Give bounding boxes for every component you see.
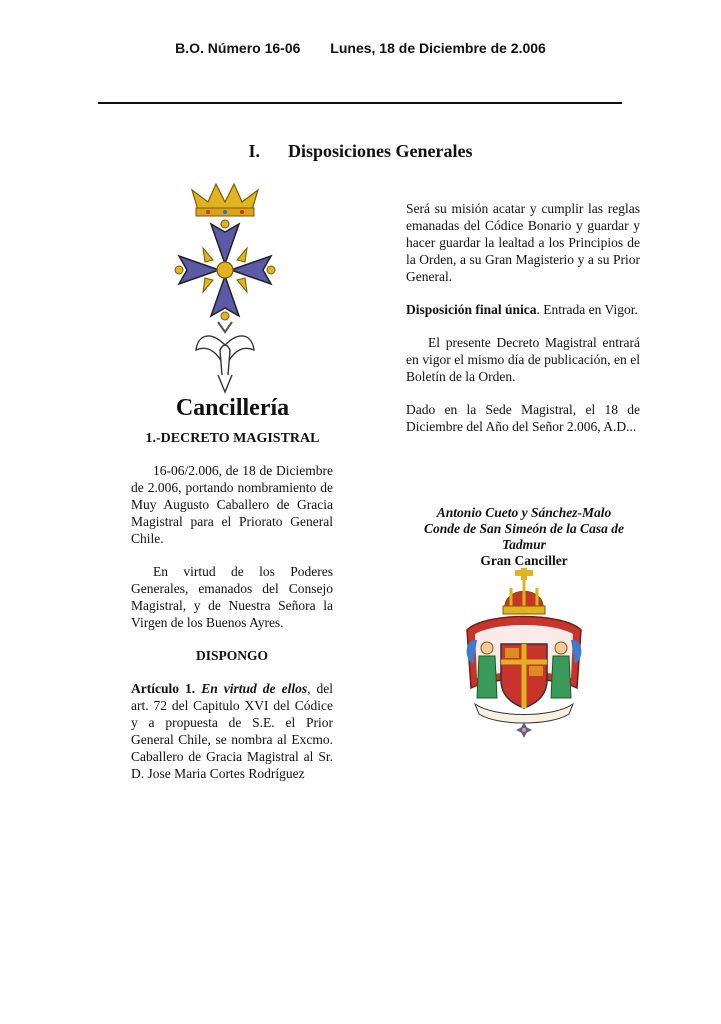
left-column — [131, 462, 333, 798]
coat-of-arms-icon — [455, 568, 593, 743]
right-column — [406, 200, 640, 451]
final-provision-label: Disposición final única — [406, 302, 537, 317]
shield-icon — [501, 644, 547, 708]
crowned-cross-dove-icon — [160, 180, 290, 395]
effect-paragraph: El presente Decreto Magistral entrará en vigor el mismo día de publicación, en el Boletín de la Orden. — [406, 335, 640, 384]
mission-paragraph: Será su misión acatar y cumplir las reglas emanadas del Códice Bonario y guardar y hacer guardar la lealtad a los Principios de la Orden, a su Gran Magisterio y a su Prior General. — [406, 201, 640, 284]
final-provision-text: . Entrada en Vigor. — [536, 302, 638, 317]
article-label: Artículo 1 — [131, 681, 192, 696]
bulletin-number: B.O. Número 16-06 — [175, 40, 301, 56]
signer-title: Conde de San Simeón de la Casa de Tadmur — [424, 521, 624, 552]
final-provision-paragraph — [406, 301, 640, 318]
article-italic: En virtud de ellos — [201, 681, 308, 696]
header-rule — [98, 102, 622, 104]
signature-block — [405, 505, 643, 569]
decree-title: 1.-DECRETO MAGISTRAL — [145, 431, 320, 446]
article-paragraph: Artículo 1. En virtud de ellos, del art. 72 del Capitulo XVI del Códice y a propuesta de S.E. el Prior General Chile, se nombra al Excmo. Caballero de Gracia Magistral al Sr. D. Jose Maria Cortes Rodríguez — [131, 681, 333, 781]
section-title-text: Disposiciones Generales — [288, 141, 473, 161]
crown-icon — [192, 184, 258, 216]
section-title — [0, 141, 721, 162]
section-number: I. — [248, 141, 260, 161]
given-paragraph: Dado en la Sede Magistral, el 18 de Diciembre del Año del Señor 2.006, A.D... — [406, 402, 640, 434]
dove-icon — [196, 336, 254, 392]
pendant-cross-icon — [516, 722, 532, 738]
signer-role: Gran Canciller — [480, 553, 568, 568]
bulletin-date: Lunes, 18 de Diciembre de 2.006 — [330, 40, 546, 56]
decree-paragraph: 16-06/2.006, de 18 de Diciembre de 2.006, portando nombramiento de Muy Augusto Caballero de Gracia Magistral para el Priorato General Chile. — [131, 463, 333, 546]
dispongo-heading: DISPONGO — [195, 648, 268, 663]
arms-crown-icon — [503, 568, 545, 614]
office-heading: Cancillería — [175, 395, 290, 421]
signer-name: Antonio Cueto y Sánchez-Malo — [436, 505, 612, 520]
page-header — [0, 40, 721, 56]
article-text: , del art. 72 del Capitulo XVI del Códice y a propuesta de S.E. el Prior General Chile, se nombra al Excmo. Caballero de Gracia Magistral al Sr. D. Jose Maria Cortes Rodríguez — [131, 681, 333, 781]
powers-paragraph: En virtud de los Poderes Generales, emanados del Consejo Magistral, y de Nuestra Señora la Virgen de los Buenos Ayres. — [131, 564, 333, 630]
cross-icon — [175, 220, 275, 320]
